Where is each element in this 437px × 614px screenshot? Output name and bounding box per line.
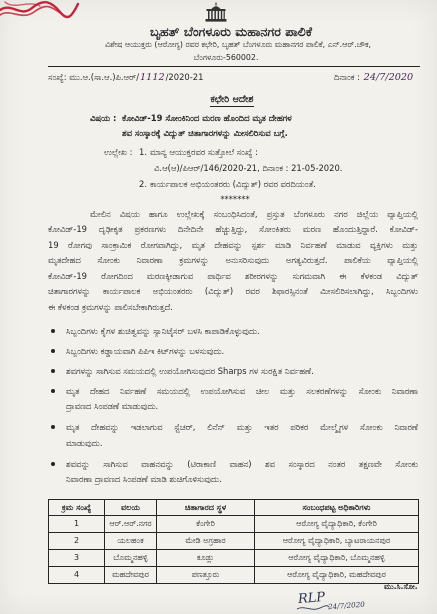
cell-serial bbox=[49, 516, 105, 533]
cell-text: ಆರ್.ಆರ್.ನಗರ bbox=[109, 519, 152, 528]
cell-text: ಆರೋಗ್ಯ ವೈದ್ಯಾಧಿಕಾರಿ, ಬೊಮ್ಮನಹಳ್ಳಿ bbox=[288, 553, 385, 562]
bullet-icon bbox=[51, 462, 55, 466]
crematorium-table bbox=[48, 499, 419, 584]
cell-serial bbox=[49, 533, 105, 550]
instruction-item: ಮೃತ ದೇಹವನ್ನು ಇಡಲಾಗುವ ಸ್ಟ್ರೆಚರ್, ಲಿನೆನ್ ಮತ್ತು ಇತರ ಪರಿಕರ ಮೇಲ್ಮೈಗಳ ಸೋಂಕು ನಿವಾರಣೆ bbox=[66, 422, 418, 432]
table-header-row bbox=[49, 500, 419, 516]
subject-label: ವಿಷಯ : bbox=[90, 113, 117, 123]
cell-text: ಮೇಡಿ ಅಗ್ರಹಾರ bbox=[185, 536, 226, 545]
header-crematorium-location bbox=[157, 500, 255, 516]
subject-line: ಶವ ಸಂಸ್ಕಾರಕ್ಕೆ ವಿದ್ಯುತ್ ಚಿತಾಗಾರಗಳನ್ನು ಮೀಸಲಿರಿಸುವ ಬಗ್ಗೆ. bbox=[122, 128, 288, 138]
cell-text: 2 bbox=[73, 536, 80, 545]
header-text: ವಲಯ bbox=[121, 502, 140, 512]
instruction-item-continuation: ನಿವಾರಣಾ ದ್ರಾವಣದ ಸಿಂಪಡಣೆ ಮಾಡಿ ಶುಚಿಗೊಳಿಸುವುದು. bbox=[66, 474, 222, 484]
cell-text: 1 bbox=[73, 519, 80, 528]
body-paragraph-line: ಕೋವಿಡ್-19 ರೋಗದಿಂದ ಮರಣಕ್ಕೀಡಾಗುವ ಪಾರ್ಥಿವ ಶರೀರಗಳನ್ನು ಸುಗಮವಾಗಿ ಈ ಕೆಳಕಂಡ ವಿದ್ಯುತ್ bbox=[48, 271, 418, 281]
header-divider bbox=[48, 66, 420, 67]
header-text: ಸಂಬಂಧಪಟ್ಟ ಅಧಿಕಾರಿಗಳು bbox=[302, 502, 371, 512]
header-serial-number bbox=[49, 500, 105, 516]
cell-text: 3 bbox=[73, 553, 80, 562]
cell-text: 4 bbox=[73, 570, 80, 579]
signature-initials: RLP bbox=[297, 589, 326, 608]
reference-item-continuation: ವಿ.ಆ(ಆ)/ಪಿಆರ್/146/2020-21, ದಿನಾಂಕ : 21-05-2020. bbox=[154, 163, 343, 173]
body-paragraph-line: ಚಿತಾಗಾರಗಳನ್ನು ಕಾರ್ಯಪಾಲಕ ಅಭಿಯಂತರರು (ವಿದ್ಯುತ್) ರವರ ಶಿಫಾರಸ್ಸಿನಂತೆ ಮೀಸಲಿರಿಸಲಾಗಿದ್ದು, ಸಿಬ್ಬಂದಿಗಳು bbox=[48, 286, 418, 296]
bullet-icon bbox=[51, 425, 55, 429]
cell-serial bbox=[49, 567, 105, 584]
cell-zone bbox=[105, 516, 157, 533]
cell-text: ಆರೋಗ್ಯ ವೈದ್ಯಾಧಿಕಾರಿ, ಮಹದೇವಪುರ bbox=[287, 570, 386, 579]
references-label: ಉಲ್ಲೇಖ : bbox=[104, 147, 133, 157]
body-paragraph-line: ಕೋವಿಡ್-19 ದೃಢೀಕೃತ ಪ್ರಕರಣಗಳು ದಿನೇದಿನೇ ಹೆಚ್ಚುತ್ತಿದ್ದು, ಸೋಂಕಿತರು ಮರಣ ಹೊಂದುತ್ತಿದ್ದಾರೆ. ಕೋವಿಡ್- bbox=[48, 224, 418, 234]
instruction-item-continuation: ದ್ರಾವಣದ ಸಿಂಪಡಣೆ ಮಾಡುವುದು. bbox=[66, 401, 159, 411]
instruction-item: ಶವಗಳನ್ನು ಸಾಗಿಸುವ ಸಮಯದಲ್ಲಿ ಉಪಯೋಗಿಸುವುದರ Sharps ಗಳ ಸುರಕ್ಷಿತ ನಿರ್ವಹಣೆ. bbox=[66, 366, 314, 376]
bullet-icon bbox=[51, 369, 55, 373]
city-line: ಬೆಂಗಳೂರು-560002. bbox=[193, 53, 259, 62]
bbmp-emblem-icon bbox=[204, 2, 228, 23]
cell-officer bbox=[255, 516, 419, 533]
cell-crematorium bbox=[157, 550, 255, 567]
body-paragraph-line: ಮೃತದೇಹದ ಸೋಂಕು ನಿವಾರಣಾ ಕ್ರಮಗಳನ್ನು ಅನುಸರಿಸುವುದು ಅಗತ್ಯವಿರುತ್ತದೆ. ಪಾಲಿಕೆಯ ವ್ಯಾಪ್ತಿಯಲ್ಲಿ bbox=[48, 255, 418, 265]
reference-number-suffix: /2020-21 bbox=[165, 72, 204, 82]
bullet-icon bbox=[51, 389, 55, 393]
signature-date: 24/7/2020 bbox=[327, 599, 366, 612]
order-title: ಕಛೇರಿ ಆದೇಶ bbox=[210, 94, 254, 105]
cell-officer bbox=[255, 550, 419, 567]
cell-text: ಪಣತ್ತೂರು bbox=[191, 570, 220, 579]
date-label: ದಿನಾಂಕ : bbox=[334, 72, 360, 82]
date-handwritten: 24/7/2020 bbox=[363, 72, 414, 83]
cell-serial bbox=[49, 550, 105, 567]
closing-abbreviation: ಮು.ಸಿ.ಸೋ. bbox=[384, 582, 418, 591]
separator-stars: ******* bbox=[220, 194, 250, 204]
table-row bbox=[49, 567, 419, 584]
header-text: ಕ್ರಮ ಸಂಖ್ಯೆ bbox=[61, 502, 92, 512]
header-officers bbox=[255, 500, 419, 516]
instruction-item: ಶವವನ್ನು ಸಾಗಿಸುವ ವಾಹನವನ್ನು (ಟಿರಾಕಾಣಿ ವಾಹನ) ಶವ ಸಂಸ್ಕಾರದ ನಂತರ ತಕ್ಷಣವೇ ಸೋಂಕು bbox=[66, 459, 418, 469]
cell-text: ಆರೋಗ್ಯ ವೈದ್ಯಾಧಿಕಾರಿ, ಬ್ಯಾಟರಾಯನಪುರ bbox=[282, 536, 391, 545]
cell-text: ಮಹದೇವಪುರ bbox=[112, 570, 149, 579]
instruction-item: ಮೃತ ದೇಹದ ನಿರ್ವಹಣೆ ಸಮಯದಲ್ಲಿ ಉಪಯೋಗಿಸುವ ಚೀಲ ಮತ್ತು ಸಲಕರಣೆಗಳನ್ನು ಸೋಂಕು ನಿವಾರಣಾ bbox=[66, 386, 418, 396]
header-text: ಚಿತಾಗಾರದ ಸ್ಥಳ bbox=[184, 502, 227, 512]
reference-number bbox=[48, 71, 232, 83]
reference-number-prefix: ಸಂಖ್ಯೆ: ಮು.ಆ.(ಸಾ.ಆ.)ಪಿ.ಆರ್/ bbox=[48, 72, 140, 82]
cell-text: ಆರೋಗ್ಯ ವೈದ್ಯಾಧಿಕಾರಿ, ಕೆಂಗೇರಿ bbox=[296, 519, 377, 528]
cell-text: ಯಲಹಂಕ bbox=[117, 536, 144, 545]
order-heading bbox=[182, 94, 282, 107]
cell-text: ಕೂಡ್ಲು bbox=[196, 553, 215, 562]
signature-stroke-icon bbox=[296, 604, 330, 612]
body-paragraph-line: 19 ರೋಗವು ಸಾಂಕ್ರಾಮಿಕ ರೋಗವಾಗಿದ್ದು, ಮೃತ ದೇಹವನ್ನು ಸ್ಪರ್ಶ ಮಾಡಿ ನಿರ್ವಹಣೆ ಮಾಡುವ ವ್ಯಕ್ತಿಗಳು ಮತ್ತು bbox=[48, 240, 418, 250]
table-row bbox=[49, 516, 419, 533]
reference-item-text: ಮಾನ್ಯ ಆಯುಕ್ತರವರ ಸುತ್ತೋಲೆ ಸಂಖ್ಯೆ : bbox=[150, 147, 258, 157]
cell-zone bbox=[105, 533, 157, 550]
body-paragraph-line: ಈ ಕೆಳಕಂಡ ಕ್ರಮಗಳನ್ನು ಪಾಲಿಸಬೇಕಾಗಿರುತ್ತದೆ. bbox=[48, 302, 173, 312]
cell-zone bbox=[105, 550, 157, 567]
red-tag-ribbon-icon bbox=[0, 0, 80, 24]
office-address-line: ವಿಶೇಷ ಆಯುಕ್ತರು (ಆರೋಗ್ಯ) ರವರ ಕಛೇರಿ, ಬೃಹತ್ ಬೆಂಗಳೂರು ಮಹಾನಗರ ಪಾಲಿಕೆ, ಎನ್.ಆರ್.ಚೌಕ, bbox=[104, 40, 372, 49]
header-zone bbox=[105, 500, 157, 516]
reference-item-number: 2. bbox=[139, 179, 147, 189]
cell-officer bbox=[255, 533, 419, 550]
reference-number-handwritten: 1112 bbox=[140, 72, 165, 83]
organization-title: ಬೃಹತ್ ಬೆಂಗಳೂರು ಮಹಾನಗರ ಪಾಲಿಕೆ bbox=[149, 24, 312, 39]
table-row bbox=[49, 550, 419, 567]
order-date bbox=[334, 71, 420, 83]
table-row bbox=[49, 533, 419, 550]
reference-item-text: ಕಾರ್ಯಪಾಲಕ ಅಭಿಯಂತರರು (ವಿದ್ಯುತ್) ರವರ ವರದಿಯಂತೆ. bbox=[150, 179, 316, 189]
cell-crematorium bbox=[157, 567, 255, 584]
cell-text: ಕೆಂಗೇರಿ bbox=[196, 519, 215, 528]
reference-item-number: 1. bbox=[139, 147, 147, 157]
body-paragraph-line: ಮೇಲಿನ ವಿಷಯ ಹಾಗೂ ಉಲ್ಲೇಖಕ್ಕೆ ಸಂಬಂಧಿಸಿದಂತೆ, ಪ್ರಸ್ತುತ ಬೆಂಗಳೂರು ನಗರ ಜಿಲ್ಲೆಯ ವ್ಯಾಪ್ತಿಯಲ್ಲಿ bbox=[90, 209, 418, 219]
cell-crematorium bbox=[157, 516, 255, 533]
instruction-item-continuation: ಮಾಡುವುದು. bbox=[66, 438, 103, 448]
cell-zone bbox=[105, 567, 157, 584]
bullet-icon bbox=[51, 329, 55, 333]
instruction-item: ಸಿಬ್ಬಂದಿಗಳು ಕೈಗಳ ಶುಚಿತ್ವವನ್ನು ಸ್ಯಾನಿಟೈಸರ್ ಬಳಸಿ ಕಾಪಾಡಿಕೊಳ್ಳುವುದು. bbox=[66, 326, 260, 336]
instruction-item: ಸಿಬ್ಬಂದಿಗಳು ಕಡ್ಡಾಯವಾಗಿ ಪಿಪಿಇ ಕಿಟ್‌ಗಳನ್ನು ಬಳಸುವುದು. bbox=[66, 346, 225, 356]
cell-text: ಬೊಮ್ಮನಹಳ್ಳಿ bbox=[113, 553, 148, 562]
subject-line: ಕೋವಿಡ್-19 ಸೋಂಕಿನಿಂದ ಮರಣ ಹೊಂದಿದ ಮೃತ ದೇಹಗಳ bbox=[122, 113, 292, 123]
bullet-icon bbox=[51, 349, 55, 353]
cell-crematorium bbox=[157, 533, 255, 550]
